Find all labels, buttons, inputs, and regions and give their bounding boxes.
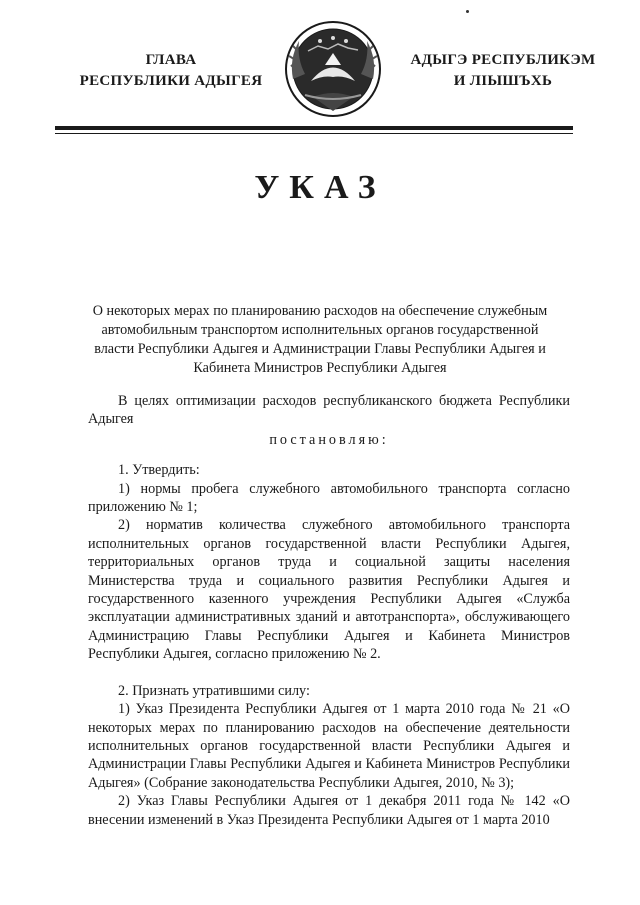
paragraph-2: 2. Признать утратившими силу: [118, 682, 310, 699]
document-title: УКАЗ [254, 169, 386, 206]
paragraph-2-1: 1) Указ Президента Республики Адыгея от 1 марта 2010 года № 21 «О некоторых мерах по планированию расходов на обеспечение деятельности исполнительных органов государственной власти Республики Адыгея и Администрации Главы Республики Адыгея и Кабинета Министров Республики Адыгея» (Собрание законодательства Республики Адыгея, 2010, № 3); [88, 701, 570, 791]
paragraph-1: 1. Утвердить: [118, 462, 200, 479]
issuer-header-russian [60, 50, 282, 92]
issuer-line-1: ГЛАВА [145, 52, 197, 68]
issuer-header-adyghe [398, 50, 608, 92]
header-rule-thick [55, 126, 573, 130]
issuer-line-1-adyghe: АДЫГЭ РЕСПУБЛИКЭМ [410, 52, 596, 68]
preamble: В целях оптимизации расходов республиканского бюджета Республики Адыгея [88, 393, 570, 428]
paragraph-1-2: 2) норматив количества служебного автомобильного транспорта исполнительных органов государственной власти Республики Адыгея, территориальных органов труда и социальной защиты населения Министерства труда и социального развития Республики Адыгея и государственного казенного учреждения Республики Адыгея «Служба эксплуатации административных зданий и автотранспорта», обслуживающего Администрацию Главы Республики Адыгея и Кабинета Министров Республики Адыгея, согласно приложению № 2. [88, 517, 570, 663]
paragraph-2-2: 2) Указ Главы Республики Адыгея от 1 декабря 2011 года № 142 «О внесении изменений в Указ Президента Республики Адыгея от 1 марта 2010 [88, 793, 570, 828]
header-rule-thin [55, 133, 573, 134]
issuer-line-2: РЕСПУБЛИКИ АДЫГЕЯ [79, 73, 263, 89]
coat-of-arms-icon [283, 19, 383, 119]
document-body [88, 392, 570, 829]
paragraph-1-1: 1) нормы пробега служебного автомобильного транспорта согласно приложению № 1; [88, 480, 570, 516]
document-subject: О некоторых мерах по планированию расходов на обеспечение служебным автомобильным транспортом исполнительных органов государственной власти Республики Адыгея и Администрации Главы Республики Адыгея и Кабинета Министров Республики Адыгея [92, 303, 548, 376]
decree-word: постановляю: [269, 431, 389, 448]
scan-speck [466, 10, 469, 13]
issuer-line-2-adyghe: И ЛІЫШЪХЬ [453, 73, 553, 89]
